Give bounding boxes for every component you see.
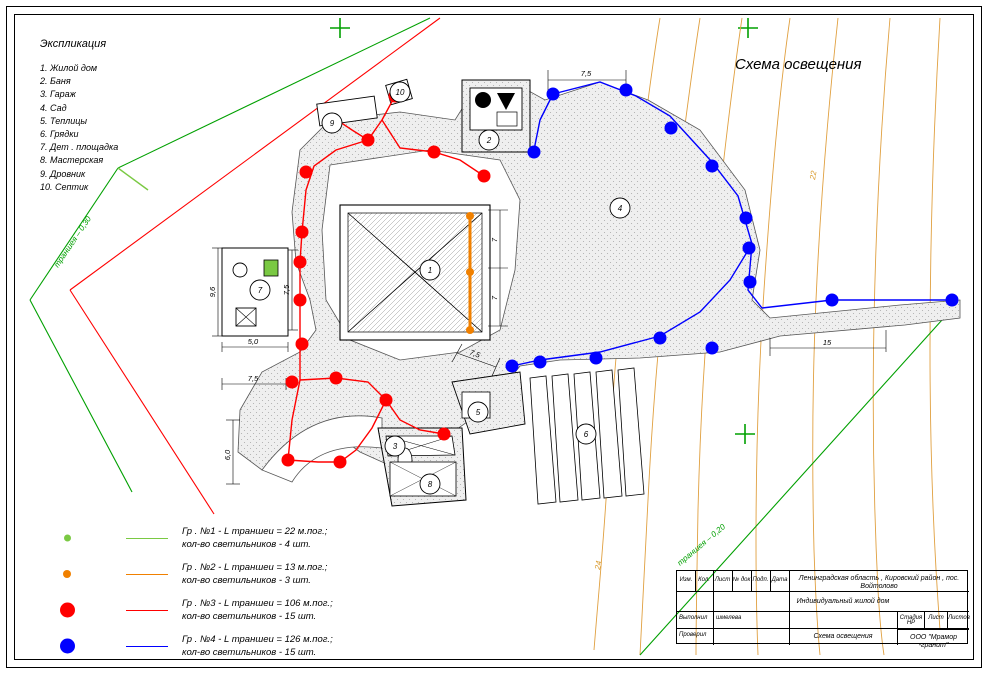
stamp-sheets-label: Листов — [948, 615, 970, 621]
explication-list — [40, 62, 118, 194]
explication-item: 4. Сад — [40, 102, 67, 113]
svg-text:10: 10 — [395, 88, 405, 98]
explication-item: 6. Грядки — [40, 129, 79, 140]
explication-item: 9. Дровник — [40, 168, 86, 179]
svg-text:3: 3 — [392, 442, 398, 452]
legend-dot-group-4 — [60, 639, 75, 654]
legend-dot-group-3 — [60, 603, 75, 618]
svg-text:5,0: 5,0 — [247, 337, 259, 346]
stamp-project-line2: Войтолово — [860, 583, 898, 590]
legend-dot-group-1 — [64, 535, 71, 542]
stamp-company: ООО "Мрамор -гранит" — [910, 634, 957, 649]
svg-text:5: 5 — [475, 408, 481, 418]
legend-line-group-1 — [126, 538, 168, 539]
stamp-header-ndok: № док — [732, 577, 751, 583]
svg-text:7,5: 7,5 — [282, 284, 291, 296]
stamp-stage-value: НР — [906, 620, 916, 626]
svg-text:7,5: 7,5 — [468, 347, 482, 360]
legend-text-group-4 — [182, 633, 333, 659]
legend-row-group-4 — [48, 628, 388, 664]
stamp-drawing-name: Схема освещения — [813, 633, 873, 640]
svg-text:7: 7 — [490, 295, 499, 301]
stamp-header-list: Лист — [714, 577, 731, 583]
page-title: Схема освещения — [735, 56, 862, 73]
explication-item: 5. Теплицы — [40, 115, 88, 126]
stamp-role-performer: Выполнил — [679, 615, 708, 621]
svg-text:1: 1 — [427, 266, 433, 276]
legend-line-group-4 — [126, 646, 168, 647]
explication-title: Экспликация — [40, 38, 107, 50]
legend-dot-group-2 — [63, 570, 71, 578]
boundary-label-trench-030: траншея – 0,30 — [52, 214, 94, 270]
svg-text:7,5: 7,5 — [247, 374, 259, 383]
svg-text:9,6: 9,6 — [208, 286, 217, 298]
svg-text:4: 4 — [617, 204, 623, 214]
stamp-header-kol: Кол. — [698, 577, 710, 583]
stamp-header-izm: Изм. — [679, 577, 693, 583]
legend-row-group-2 — [48, 556, 388, 592]
explication-item: 2. Баня — [40, 76, 71, 87]
legend-text-group-3 — [182, 597, 333, 623]
svg-text:6: 6 — [583, 430, 589, 440]
stamp-header-podp: Подп. — [752, 577, 769, 583]
svg-text:9: 9 — [329, 119, 335, 129]
explication-item: 8. Мастерская — [40, 155, 104, 166]
legend-text-line1: Гр . №1 - L траншеи = 22 м.пог.; — [182, 526, 328, 537]
svg-text:7: 7 — [490, 237, 499, 243]
legend-line-group-2 — [126, 574, 168, 575]
legend-row-group-3 — [48, 592, 388, 628]
title-block — [676, 570, 970, 649]
legend-row-group-1 — [48, 520, 388, 556]
svg-text:7: 7 — [257, 286, 263, 296]
cable-group-1 — [118, 168, 148, 190]
stamp-name-performer: шмелева — [716, 615, 742, 621]
legend-line-group-3 — [126, 610, 168, 611]
legend-text-line2: кол-во светильников - 15 шт. — [182, 611, 317, 622]
svg-text:7,5: 7,5 — [580, 69, 592, 78]
svg-text:8: 8 — [427, 480, 433, 490]
stamp-sheet-label: Лист — [928, 615, 944, 621]
legend-text-group-2 — [182, 561, 327, 587]
groups-legend — [48, 520, 388, 664]
svg-text:6,0: 6,0 — [223, 449, 232, 461]
explication-item: 7. Дет . площадка — [40, 142, 119, 153]
stamp-role-checker: Проверил — [679, 632, 707, 638]
legend-text-line1: Гр . №3 - L траншеи = 106 м.пог.; — [182, 598, 333, 609]
legend-text-line2: кол-во светильников - 4 шт. — [182, 539, 311, 550]
svg-text:2: 2 — [486, 136, 492, 146]
legend-text-line2: кол-во светильников - 15 шт. — [182, 647, 317, 658]
stamp-stage-label: Стадия — [899, 615, 923, 621]
legend-text-group-1 — [182, 525, 327, 551]
legend-text-line1: Гр . №4 - L траншеи = 126 м.пог.; — [182, 634, 333, 645]
stamp-object: Индивидуальный жилой дом — [796, 598, 890, 605]
stamp-header-data: Дата — [771, 577, 788, 583]
boundary-label-trench-020: траншея – 0,20 — [675, 522, 728, 568]
legend-text-line2: кол-во светильников - 3 шт. — [182, 575, 311, 586]
explication-item: 1. Жилой дом — [40, 63, 98, 73]
contour-label-24: 24 — [593, 560, 604, 571]
contour-label-22: 22 — [808, 170, 819, 181]
explication-item: 3. Гараж — [40, 89, 76, 100]
explication-item: 10. Септик — [40, 181, 89, 192]
legend-text-line1: Гр . №2 - L траншеи = 13 м.пог.; — [182, 562, 328, 573]
svg-text:15: 15 — [822, 338, 832, 347]
stamp-project-line1: Ленинградская область , Кировский район , пос. — [798, 575, 960, 582]
